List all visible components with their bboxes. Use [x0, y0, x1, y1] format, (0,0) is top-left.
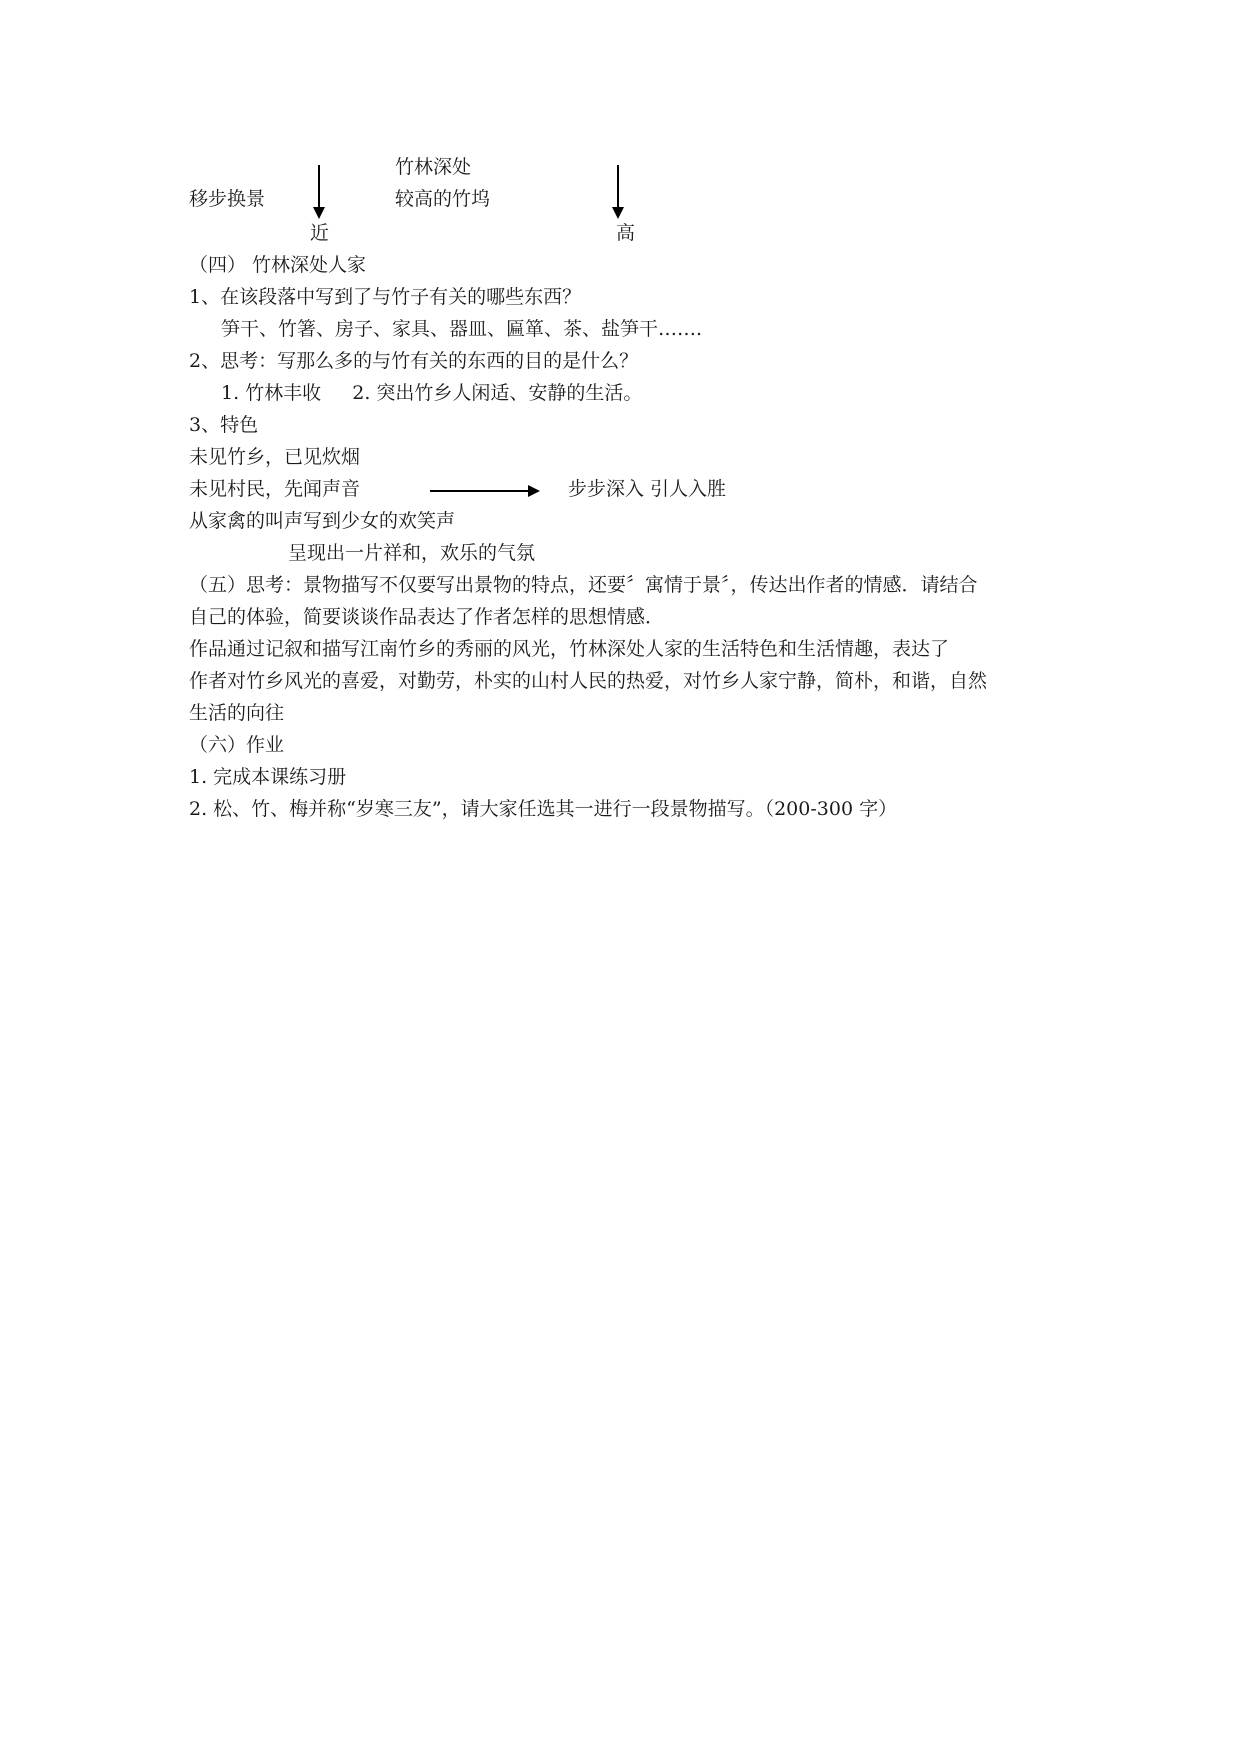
- answer-1: 笋干、竹箸、房子、家具、器皿、匾箪、茶、盐笋干…….: [221, 318, 703, 340]
- feature-line-3: 从家禽的叫声写到少女的欢笑声: [189, 510, 456, 532]
- diagram-label-deep: 竹林深处: [395, 156, 472, 178]
- section5-answer-line-3: 生活的向往: [189, 702, 285, 724]
- section6-heading: （六）作业: [189, 734, 285, 756]
- section5-question-line-1: （五）思考：景物描写不仅要写出景物的特点，还要〞寓情于景〞，传达出作者的情感．请结合: [189, 574, 978, 596]
- diagram-label-high: 高: [616, 222, 636, 244]
- diagram-label-near: 近: [310, 222, 330, 244]
- feature-line-2: 未见村民，先闻声音: [189, 478, 361, 500]
- arrow-down-icon: [617, 165, 619, 209]
- diagram-label-higher: 较高的竹坞: [395, 188, 491, 210]
- feature-line-1: 未见竹乡，已见炊烟: [189, 446, 361, 468]
- question-1: 1、在该段落中写到了与竹子有关的哪些东西？: [189, 286, 582, 308]
- arrow-down-icon: [318, 165, 320, 209]
- feature-result: 步步深入 引人入胜: [568, 478, 727, 500]
- diagram-label-move: 移步换景: [189, 188, 266, 210]
- section5-answer-line-1: 作品通过记叙和描写江南竹乡的秀丽的风光，竹林深处人家的生活特色和生活情趣，表达了: [189, 638, 950, 660]
- answer-2: 1. 竹林丰收 2. 突出竹乡人闲适、安静的生活。: [221, 382, 643, 404]
- question-3: 3、特色: [189, 414, 259, 436]
- section5-answer-line-2: 作者对竹乡风光的喜爱，对勤劳，朴实的山村人民的热爱，对竹乡人家宁静，简朴，和谐，自然: [189, 670, 988, 692]
- feature-line-4: 呈现出一片祥和，欢乐的气氛: [288, 542, 536, 564]
- homework-1: 1. 完成本课练习册: [189, 766, 347, 788]
- section-heading: （四） 竹林深处人家: [189, 254, 367, 276]
- section5-question-line-2: 自己的体验，简要谈谈作品表达了作者怎样的思想情感．: [189, 606, 665, 628]
- homework-2: 2. 松、竹、梅并称“岁寒三友”，请大家任选其一进行一段景物描写。（200-300 字）: [189, 798, 898, 820]
- question-2: 2、思考：写那么多的与竹有关的东西的目的是什么？: [189, 350, 639, 372]
- arrow-right-icon: [430, 490, 528, 492]
